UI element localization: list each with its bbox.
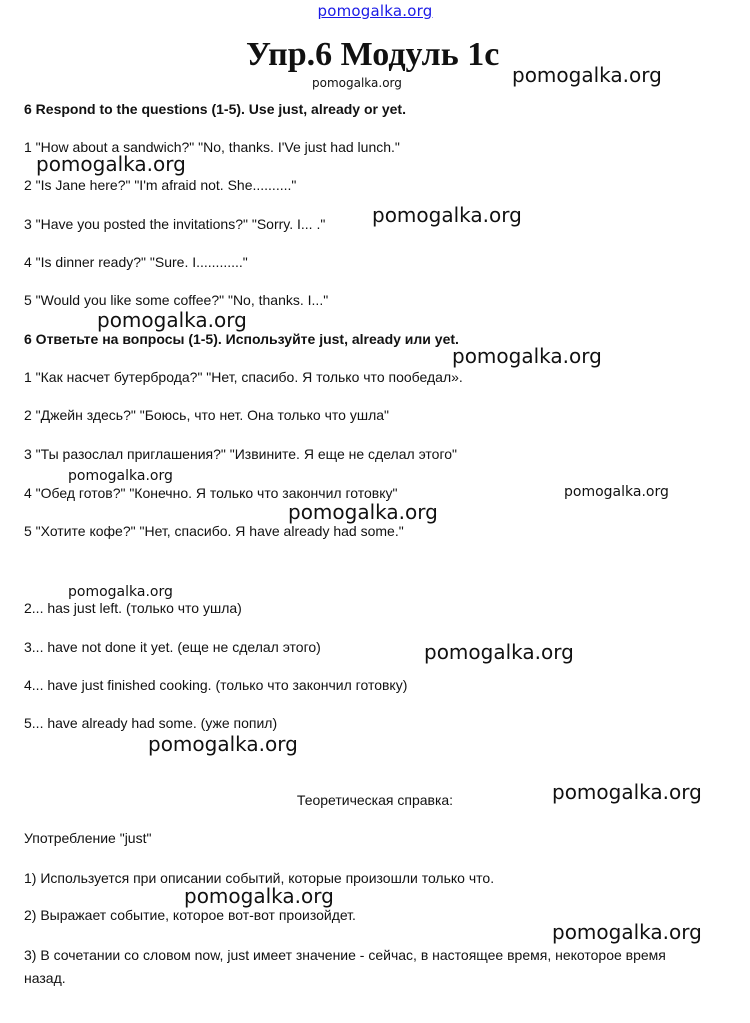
theory-subheading: Употребление "just" <box>24 830 152 846</box>
task-ru-item-1: 1 "Как насчет бутерброда?" "Нет, спасибо. Я только что пообедал». <box>24 369 463 385</box>
answer-3: 3... have not done it yet. (еще не сделал этого) <box>24 639 321 655</box>
page-title: Упр.6 Модуль 1с <box>246 36 500 73</box>
theory-point-3-cont: назад. <box>24 970 66 986</box>
watermark: pomogalka.org <box>452 344 602 368</box>
theory-point-2: 2) Выражает событие, которое вот-вот произойдет. <box>24 907 356 923</box>
task-en-heading: 6 Respond to the questions (1-5). Use just, already or yet. <box>24 101 406 117</box>
watermark: pomogalka.org <box>312 76 402 90</box>
theory-point-1: 1) Используется при описании событий, которые произошли только что. <box>24 870 495 886</box>
watermark: pomogalka.org <box>564 484 669 500</box>
watermark: pomogalka.org <box>97 308 247 332</box>
watermark: pomogalka.org <box>552 920 702 944</box>
task-ru-item-2: 2 "Джейн здесь?" "Боюсь, что нет. Она только что ушла" <box>24 407 389 423</box>
watermark: pomogalka.org <box>148 732 298 756</box>
answer-4: 4... have just finished cooking. (только что закончил готовку) <box>24 677 408 693</box>
watermark: pomogalka.org <box>552 780 702 804</box>
task-en-item-5: 5 "Would you like some coffee?" "No, thanks. I..." <box>24 292 329 308</box>
watermark: pomogalka.org <box>424 640 574 664</box>
watermark: pomogalka.org <box>36 152 186 176</box>
watermark: pomogalka.org <box>68 468 173 484</box>
task-ru-heading: 6 Ответьте на вопросы (1-5). Используйте just, already или yet. <box>24 331 459 347</box>
answer-5: 5... have already had some. (уже попил) <box>24 715 278 731</box>
theory-point-3: 3) В сочетании со словом now, just имеет значение - сейчас, в настоящее время, некоторое время <box>24 947 666 963</box>
task-en-item-2: 2 "Is Jane here?" "I'm afraid not. She.........." <box>24 177 297 193</box>
top-watermark-link[interactable]: pomogalka.org <box>317 2 433 20</box>
watermark: pomogalka.org <box>372 203 522 227</box>
watermark: pomogalka.org <box>512 63 662 87</box>
task-ru-item-5: 5 "Хотите кофе?" "Нет, спасибо. Я have already had some." <box>24 523 404 539</box>
watermark: pomogalka.org <box>184 884 334 908</box>
task-en-item-3: 3 "Have you posted the invitations?" "Sorry. I... ." <box>24 216 326 232</box>
watermark: pomogalka.org <box>288 500 438 524</box>
task-ru-item-4: 4 "Обед готов?" "Конечно. Я только что закончил готовку" <box>24 485 398 501</box>
answer-2: 2... has just left. (только что ушла) <box>24 600 242 616</box>
watermark: pomogalka.org <box>68 584 173 600</box>
task-en-item-4: 4 "Is dinner ready?" "Sure. I............" <box>24 254 248 270</box>
task-ru-item-3: 3 "Ты разослал приглашения?" "Извините. Я еще не сделал этого" <box>24 446 457 462</box>
task-en-item-1: 1 "How about a sandwich?" "No, thanks. I'Ve just had lunch." <box>24 139 400 155</box>
theory-heading: Теоретическая справка: <box>296 792 454 808</box>
